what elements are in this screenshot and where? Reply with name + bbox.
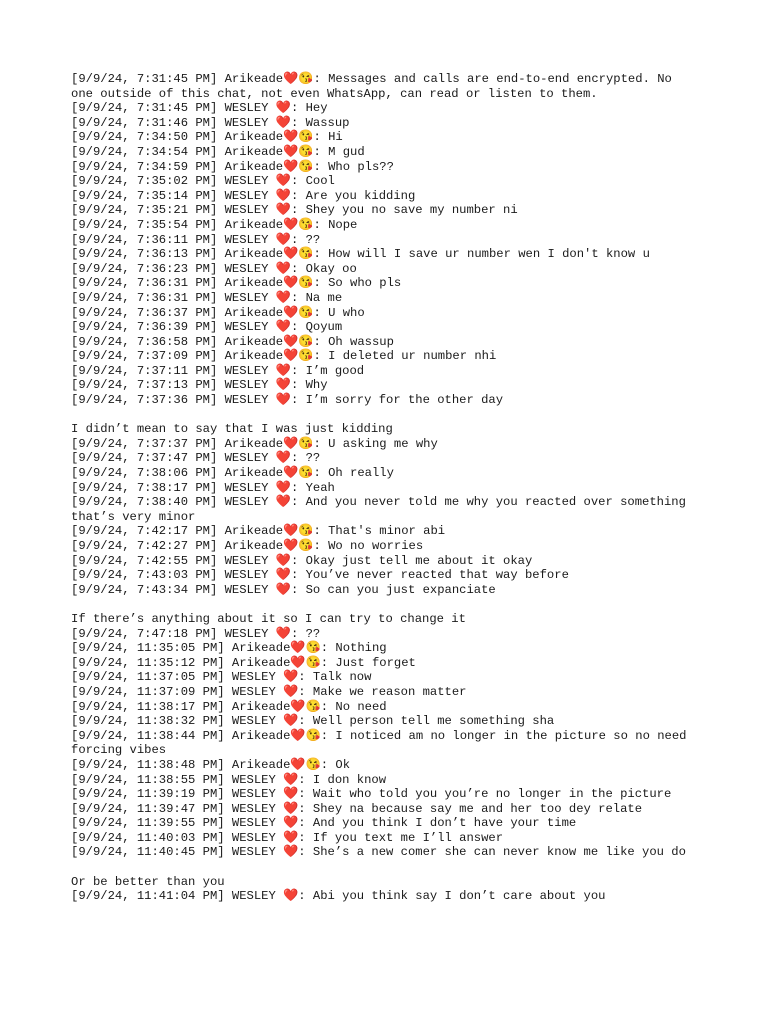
message-line: [9/9/24, 11:37:05 PM] WESLEY ❤️: Talk now <box>71 670 372 685</box>
message-line: [9/9/24, 11:38:48 PM] Arikeade❤️😘: Ok <box>71 757 351 772</box>
message-line: [9/9/24, 7:35:21 PM] WESLEY ❤️: Shey you no save my number ni <box>71 203 518 218</box>
blank-line <box>71 597 691 612</box>
message-line: [9/9/24, 7:36:58 PM] Arikeade❤️😘: Oh wassup <box>71 334 394 349</box>
message-line: [9/9/24, 7:37:47 PM] WESLEY ❤️: ?? <box>71 451 321 466</box>
message-line: [9/9/24, 7:37:13 PM] WESLEY ❤️: Why <box>71 378 328 393</box>
message-line: [9/9/24, 7:34:54 PM] Arikeade❤️😘: M gud <box>71 144 365 159</box>
message-line: [9/9/24, 7:36:39 PM] WESLEY ❤️: Qoyum <box>71 320 343 335</box>
message-line: [9/9/24, 7:36:23 PM] WESLEY ❤️: Okay oo <box>71 261 357 276</box>
message-line: [9/9/24, 7:37:09 PM] Arikeade❤️😘: I deleted ur number nhi <box>71 349 497 364</box>
message-line: [9/9/24, 11:37:09 PM] WESLEY ❤️: Make we reason matter <box>71 684 467 699</box>
message-line: I didn’t mean to say that I was just kidding <box>71 422 393 437</box>
message-line: [9/9/24, 7:37:11 PM] WESLEY ❤️: I’m good <box>71 363 365 378</box>
message-line: [9/9/24, 11:39:19 PM] WESLEY ❤️: Wait who told you you’re no longer in the picture <box>71 787 672 802</box>
message-line: [9/9/24, 7:47:18 PM] WESLEY ❤️: ?? <box>71 626 321 641</box>
message-line: Or be better than you <box>71 874 225 889</box>
message-line: [9/9/24, 7:43:03 PM] WESLEY ❤️: You’ve never reacted that way before <box>71 568 569 583</box>
message-line: [9/9/24, 7:43:34 PM] WESLEY ❤️: So can you just expanciate <box>71 582 496 597</box>
message-line: [9/9/24, 11:35:12 PM] Arikeade❤️😘: Just forget <box>71 655 416 670</box>
message-line: [9/9/24, 7:42:17 PM] Arikeade❤️😘: That's minor abi <box>71 524 446 539</box>
message-line: [9/9/24, 11:40:45 PM] WESLEY ❤️: She’s a new comer she can never know me like you do <box>71 845 686 860</box>
message-line: [9/9/24, 7:35:54 PM] Arikeade❤️😘: Nope <box>71 217 358 232</box>
message-line: If there’s anything about it so I can try to change it <box>71 611 466 626</box>
chat-transcript <box>71 72 694 904</box>
blank-line <box>71 408 691 423</box>
message-line: [9/9/24, 11:41:04 PM] WESLEY ❤️: Abi you think say I don’t care about you <box>71 889 606 904</box>
message-line: [9/9/24, 7:31:46 PM] WESLEY ❤️: Wassup <box>71 115 350 130</box>
message-line: [9/9/24, 11:38:55 PM] WESLEY ❤️: I don know <box>71 772 387 787</box>
message-line: [9/9/24, 7:36:11 PM] WESLEY ❤️: ?? <box>71 232 321 247</box>
message-line: [9/9/24, 11:38:32 PM] WESLEY ❤️: Well person tell me something sha <box>71 714 555 729</box>
message-line: [9/9/24, 7:36:37 PM] Arikeade❤️😘: U who <box>71 305 365 320</box>
message-line: [9/9/24, 7:36:31 PM] Arikeade❤️😘: So who pls <box>71 276 402 291</box>
message-line: [9/9/24, 11:38:17 PM] Arikeade❤️😘: No need <box>71 699 387 714</box>
message-line: [9/9/24, 11:38:44 PM] Arikeade❤️😘: I noticed am no longer in the picture so no need forcing vibes <box>71 728 694 758</box>
message-line: [9/9/24, 7:35:02 PM] WESLEY ❤️: Cool <box>71 174 335 189</box>
message-line: [9/9/24, 7:37:37 PM] Arikeade❤️😘: U asking me why <box>71 436 438 451</box>
message-line: [9/9/24, 7:38:06 PM] Arikeade❤️😘: Oh really <box>71 466 394 481</box>
message-line: [9/9/24, 7:36:31 PM] WESLEY ❤️: Na me <box>71 290 343 305</box>
message-line: [9/9/24, 7:31:45 PM] Arikeade❤️😘: Messages and calls are end-to-end encrypted. No one outside of this chat, not even WhatsApp, can read or listen to them. <box>71 72 680 101</box>
message-line: [9/9/24, 7:34:59 PM] Arikeade❤️😘: Who pls?? <box>71 159 394 174</box>
message-line: [9/9/24, 7:38:17 PM] WESLEY ❤️: Yeah <box>71 480 335 495</box>
message-line: [9/9/24, 7:38:40 PM] WESLEY ❤️: And you never told me why you reacted over something that’s very minor <box>71 495 694 524</box>
message-line: [9/9/24, 7:42:55 PM] WESLEY ❤️: Okay just tell me about it okay <box>71 553 533 568</box>
message-line: [9/9/24, 7:35:14 PM] WESLEY ❤️: Are you kidding <box>71 188 416 203</box>
message-line: [9/9/24, 7:36:13 PM] Arikeade❤️😘: How will I save ur number wen I don't know u <box>71 247 650 262</box>
message-line: [9/9/24, 11:40:03 PM] WESLEY ❤️: If you text me I’ll answer <box>71 830 504 845</box>
blank-line <box>71 860 691 875</box>
message-line: [9/9/24, 7:37:36 PM] WESLEY ❤️: I’m sorry for the other day <box>71 393 504 408</box>
message-line: [9/9/24, 7:34:50 PM] Arikeade❤️😘: Hi <box>71 130 343 145</box>
message-line: [9/9/24, 11:35:05 PM] Arikeade❤️😘: Nothing <box>71 641 387 656</box>
message-line: [9/9/24, 7:31:45 PM] WESLEY ❤️: Hey <box>71 101 328 116</box>
message-line: [9/9/24, 7:42:27 PM] Arikeade❤️😘: Wo no worries <box>71 539 424 553</box>
message-line: [9/9/24, 11:39:55 PM] WESLEY ❤️: And you think I don’t have your time <box>71 816 577 831</box>
message-line: [9/9/24, 11:39:47 PM] WESLEY ❤️: Shey na because say me and her too dey relate <box>71 801 643 816</box>
